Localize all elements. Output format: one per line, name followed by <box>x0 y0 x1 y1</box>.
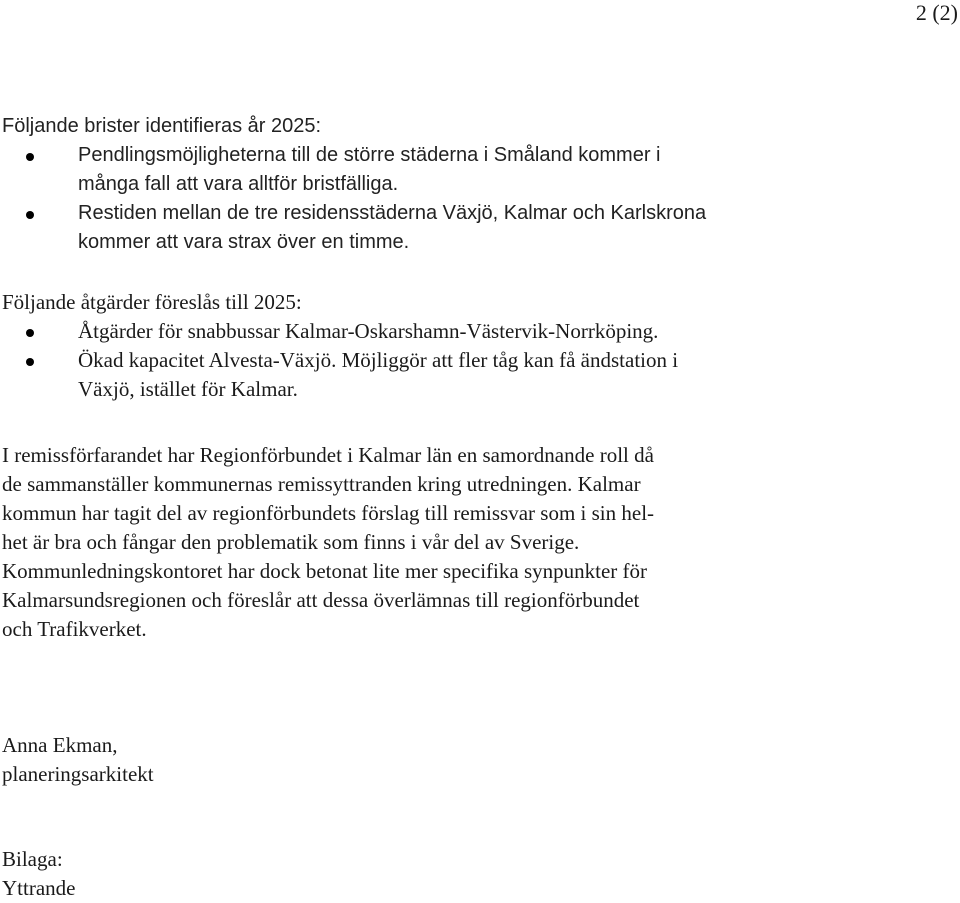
paragraph-line: het är bra och fångar den problematik som finns i vår del av Sverige. <box>2 530 580 554</box>
list-item-line: Ökad kapacitet Alvesta-Växjö. Möjliggör att fler tåg kan få ändstation i <box>78 348 679 372</box>
body-paragraph <box>2 441 654 644</box>
atgarder-section <box>2 288 678 404</box>
atgarder-heading: Följande åtgärder föreslås till 2025: <box>2 290 302 314</box>
brister-heading: Följande brister identifieras år 2025: <box>2 115 322 137</box>
bullet-icon <box>26 153 34 161</box>
attachment <box>2 845 75 903</box>
list-item-line: Pendlingsmöjligheterna till de större städerna i Småland kommer i <box>78 144 661 166</box>
paragraph-line: de sammanställer kommunernas remissyttranden kring utredningen. Kalmar <box>2 472 641 496</box>
atgarder-list <box>2 317 678 404</box>
list-item <box>2 317 678 346</box>
list-item-line: många fall att vara alltför bristfälliga. <box>78 173 399 195</box>
paragraph-line: I remissförfarandet har Regionförbundet i Kalmar län en samordnande roll då <box>2 443 654 467</box>
bullet-icon <box>26 211 34 219</box>
list-item-line: Växjö, istället för Kalmar. <box>78 377 298 401</box>
signature-name: Anna Ekman, <box>2 733 118 757</box>
list-item-line: Åtgärder för snabbussar Kalmar-Oskarshamn-Västervik-Norrköping. <box>78 319 659 343</box>
paragraph-line: kommun har tagit del av regionförbundets förslag till remissvar som i sin hel- <box>2 501 655 525</box>
paragraph-line: Kalmarsundsregionen och föreslår att dessa överlämnas till regionförbundet <box>2 588 640 612</box>
bullet-icon <box>26 358 34 366</box>
brister-list <box>2 141 706 257</box>
list-item-line: Restiden mellan de tre residensstäderna Växjö, Kalmar och Karlskrona <box>78 202 707 224</box>
bullet-icon <box>26 329 34 337</box>
list-item-line: kommer att vara strax över en timme. <box>78 231 410 253</box>
signature-title: planeringsarkitekt <box>2 762 154 786</box>
paragraph-line: och Trafikverket. <box>2 617 147 641</box>
list-item <box>2 346 678 404</box>
signature <box>2 731 154 789</box>
brister-section <box>2 112 706 257</box>
list-item <box>2 199 706 257</box>
page-number: 2 (2) <box>915 0 958 25</box>
list-item <box>2 141 706 199</box>
attachment-item: Yttrande <box>2 876 76 900</box>
attachment-label: Bilaga: <box>2 847 63 871</box>
paragraph-line: Kommunledningskontoret har dock betonat lite mer specifika synpunkter för <box>2 559 648 583</box>
